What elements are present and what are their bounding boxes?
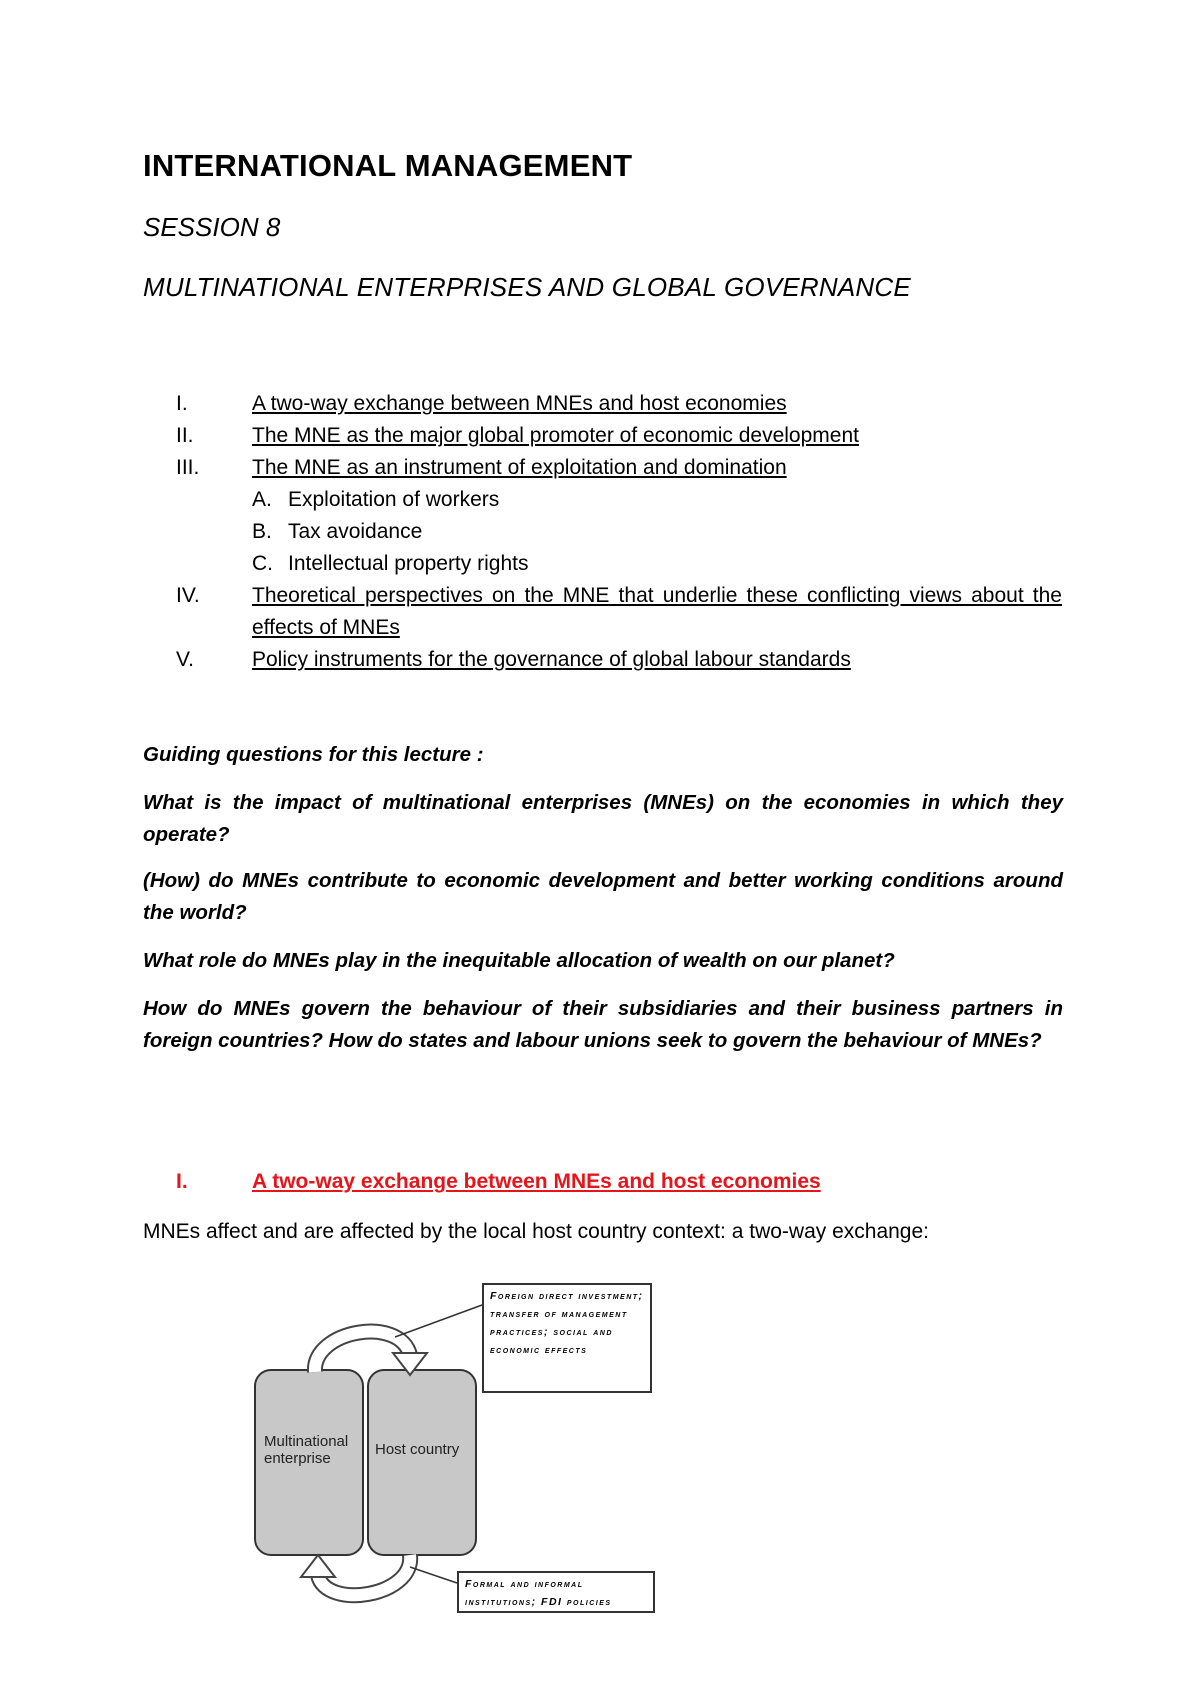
exchange-diagram	[250, 1275, 660, 1615]
outline-link[interactable]: Theoretical perspectives on the MNE that underlie these conflicting views about the effects of MNEs	[252, 584, 1062, 639]
outline-number: C.	[252, 552, 273, 575]
top-arrow-fill	[315, 1332, 410, 1372]
bottom-arrow-head	[301, 1555, 335, 1577]
outline-link[interactable]: The MNE as the major global promoter of economic development	[252, 424, 859, 447]
outline-number: B.	[252, 520, 272, 543]
outline-subitem	[143, 484, 1063, 516]
outline-item	[143, 452, 1063, 484]
outline-number: IV.	[176, 584, 200, 607]
guiding-question: (How) do MNEs contribute to economic development and better working conditions around the world?	[143, 869, 1063, 924]
section-number: I.	[176, 1170, 188, 1193]
top-connector	[395, 1305, 482, 1337]
outline-number: V.	[176, 648, 194, 671]
outline-subitem	[143, 516, 1063, 548]
host-country-label: Host country	[375, 1441, 460, 1458]
section-title: A two-way exchange between MNEs and host economies	[252, 1170, 821, 1193]
guiding-question: How do MNEs govern the behaviour of their subsidiaries and their business partners in foreign countries? How do states and labour unions seek to govern the behaviour of MNEs?	[143, 997, 1063, 1052]
multinational-label: Multinational enterprise	[264, 1433, 349, 1467]
session-subtitle: MULTINATIONAL ENTERPRISES AND GLOBAL GOVERNANCE	[143, 272, 911, 302]
outline-number: A.	[252, 488, 272, 511]
guiding-questions	[143, 739, 1063, 1073]
outline-item	[143, 420, 1063, 452]
session-label: SESSION 8	[143, 212, 281, 242]
outline-subitem-text: Exploitation of workers	[288, 488, 500, 511]
guiding-question: What role do MNEs play in the inequitable allocation of wealth on our planet?	[143, 949, 895, 972]
outline-item	[143, 580, 1063, 644]
outline-list	[143, 388, 1063, 676]
document-title: INTERNATIONAL MANAGEMENT	[143, 148, 633, 183]
bottom-note: Formal and informal institutions; FDI policies	[457, 1571, 655, 1613]
outline-number: I.	[176, 392, 188, 415]
section-intro: MNEs affect and are affected by the local host country context: a two-way exchange:	[143, 1220, 929, 1243]
outline-link[interactable]: A two-way exchange between MNEs and host economies	[252, 392, 787, 415]
outline-subitem	[143, 548, 1063, 580]
outline-number: II.	[176, 424, 194, 447]
host-country-box	[368, 1370, 476, 1555]
outline-link[interactable]: Policy instruments for the governance of global labour standards	[252, 648, 851, 671]
guiding-heading: Guiding questions for this lecture :	[143, 743, 484, 766]
top-note: Foreign direct investment; transfer of management practices; social and economic effects	[482, 1283, 652, 1393]
outline-subitem-text: Tax avoidance	[288, 520, 423, 543]
outline-link[interactable]: The MNE as an instrument of exploitation and domination	[252, 456, 787, 479]
guiding-question: What is the impact of multinational enterprises (MNEs) on the economies in which they operate?	[143, 791, 1063, 846]
outline-item	[143, 388, 1063, 420]
bottom-connector	[410, 1567, 457, 1583]
outline-item	[143, 644, 1063, 676]
outline-number: III.	[176, 456, 200, 479]
outline-subitem-text: Intellectual property rights	[288, 552, 529, 575]
